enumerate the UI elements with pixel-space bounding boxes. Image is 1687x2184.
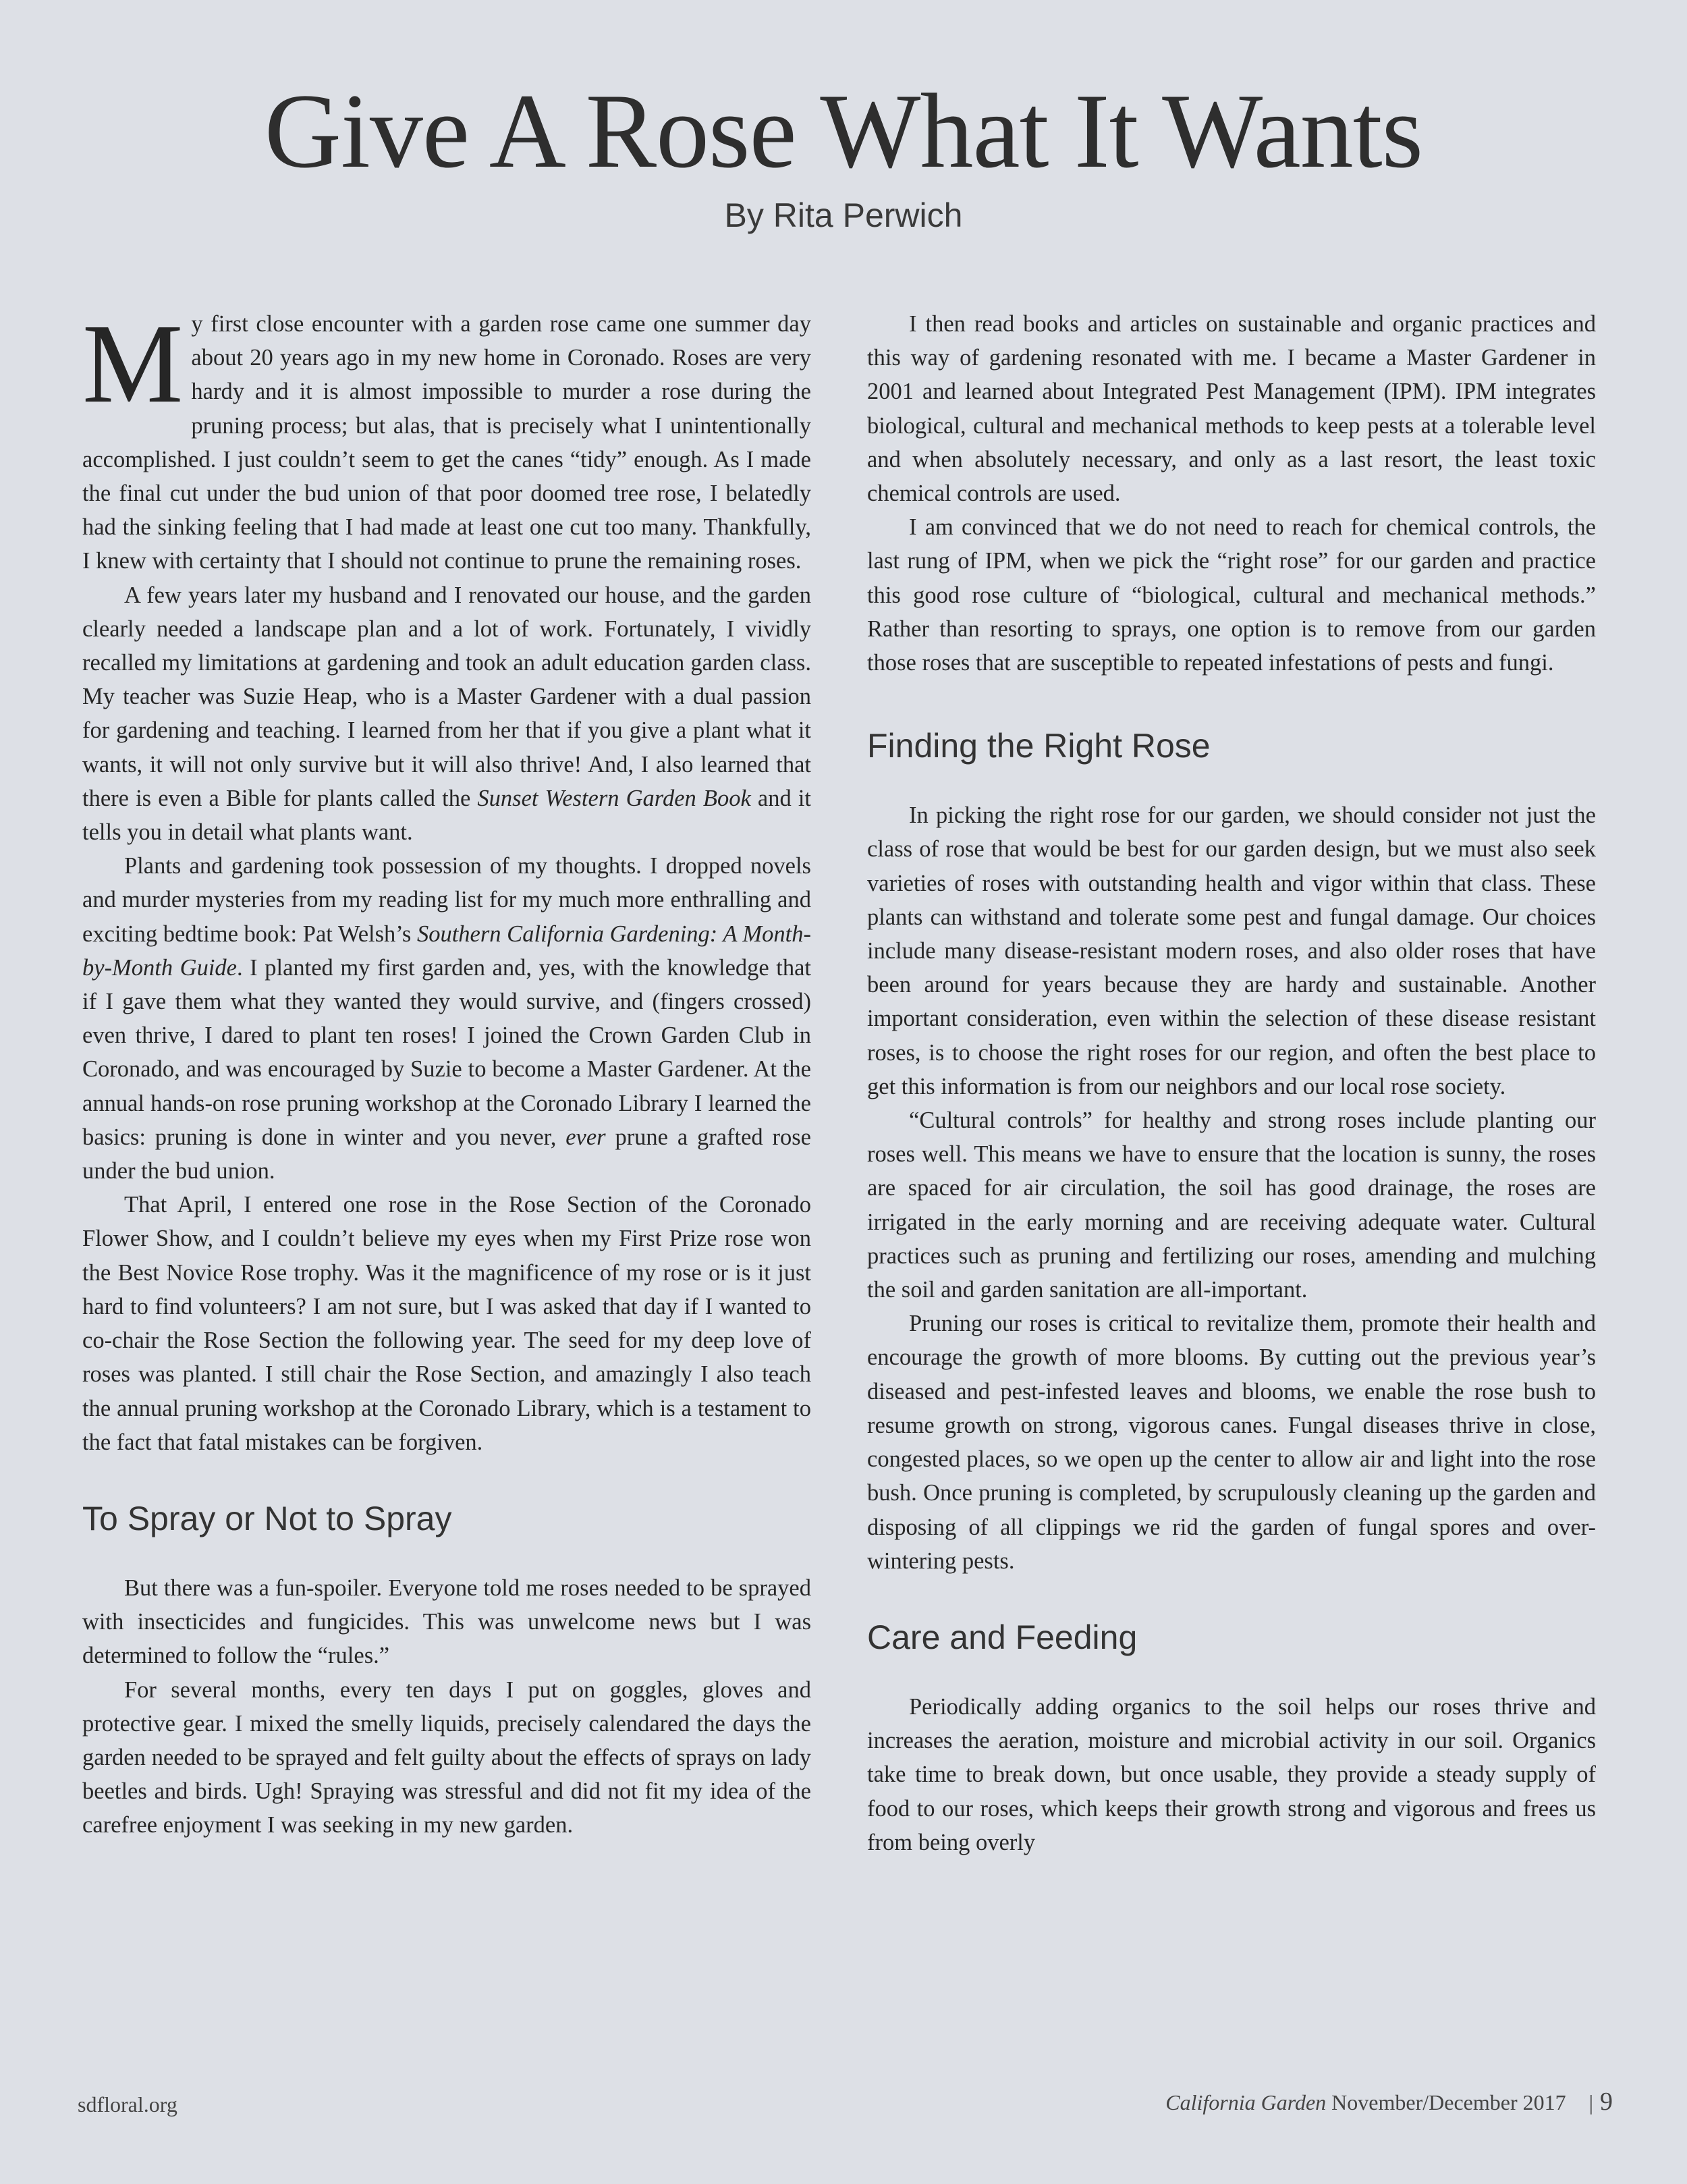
footer-issue	[1165, 2087, 1613, 2117]
paragraph: “Cultural controls” for healthy and strong roses include planting our roses well. This means we have to ensure that the location is sunny, the roses are spaced for air circulation, the soil has good drainage, the roses are irrigated in the early morning and are receiving adequate water. Cultural practices such as pruning and fertilizing our roses, amending and mulching the soil and garden sanitation are all-important.	[867, 1108, 1596, 1303]
paragraph: But there was a fun-spoiler. Everyone told me roses needed to be sprayed with insecticides and fungicides. This was unwelcome news but I was determined to follow the “rules.”	[82, 1575, 811, 1669]
drop-cap: M	[82, 301, 184, 427]
paragraph: In picking the right rose for our garden, we should consider not just the class of rose that would be best for our garden design, but we must also seek varieties of roses with outstanding health and vigor within that class. These plants can withstand and tolerate some pest and fungal damage. Our choices include many disease-resistant modern roses, and also older roses that have been around for years because they are hardy and sustainable. Another important consideration, even within the selection of these disease resistant roses, is to choose the right roses for our region, and often the best place to get this information is from our neighbors and our local rose society.	[867, 802, 1596, 1099]
paragraph: Pruning our roses is critical to revitalize them, promote their health and encourage the growth of more blooms. By cutting out the previous year’s diseased and pest-infested leaves and blooms, we enable the rose bush to resume growth on strong, vigorous canes. Fungal diseases thrive in close, congested places, so we open up the center to allow air and light into the rose bush. Once pruning is completed, by scrupulously cleaning up the garden and disposing of all clippings we rid the garden of fungal spores and over-wintering pests.	[867, 1311, 1596, 1574]
left-column	[82, 301, 811, 1842]
paragraph: I then read books and articles on sustainable and organic practices and this way of gardening resonated with me. I became a Master Gardener in 2001 and learned about Integrated Pest Management (IPM). IPM integrates biological, cultural and mechanical methods to keep pests at a tolerable level and when absolutely necessary, and only as a last resort, the least toxic chemical controls are used.	[867, 311, 1596, 507]
paragraph-text: A few years later my husband and I renovated our house, and the garden clearly needed a landscape plan and a lot of work. Fortunately, I vividly recalled my limitations at gardening and took an adult education garden class. My teacher was Suzie Heap, who is a Master Gardener with a dual passion for gardening and teaching. I learned from her that if you give a plant what it wants, it will not only survive but it will also thrive! And, I also learned that there is even a Bible for plants called the	[82, 582, 811, 811]
section-heading-spray: To Spray or Not to Spray	[82, 1499, 452, 1537]
section-heading-care: Care and Feeding	[867, 1618, 1138, 1656]
paragraph: Periodically adding organics to the soil helps our roses thrive and increases the aeration, moisture and microbial activity in our soil. Organics take time to break down, but once usable, they provide a steady supply of food to our roses, which keeps their growth strong and vigorous and frees us from being overly	[867, 1693, 1596, 1855]
article-title: Give A Rose What It Wants	[264, 72, 1423, 190]
paragraph-text: prune a grafted rose under the bud union.	[82, 1124, 811, 1184]
paragraph: That April, I entered one rose in the Rose Section of the Coronado Flower Show, and I couldn’t believe my eyes when my First Prize rose won the Best Novice Rose trophy. Was it the magnificence of my rose or is it just hard to find volunteers? I am not sure, but I was asked that day if I wanted to co-chair the Rose Section the following year. The seed for my deep love of roses was planted. I still chair the Rose Section, and amazingly I also teach the annual pruning workshop at the Coronado Library, which is a testament to the fact that fatal mistakes can be forgiven.	[82, 1192, 811, 1455]
paragraph	[82, 301, 811, 578]
paragraph: For several months, every ten days I put on goggles, gloves and protective gear. I mixed the smelly liquids, precisely calendared the days the garden needed to be sprayed and felt guilty about the effects of sprays on lady beetles and birds. Ugh! Spraying was stressful and did not fit my idea of the carefree enjoyment I was seeking in my new garden.	[82, 1676, 811, 1838]
paragraph-text: Plants and gardening took possession of my thoughts. I dropped novels and murder mysteries from my reading list for my much more enthralling and exciting bedtime book: Pat Welsh’s	[82, 853, 811, 947]
book-title: Southern California Gardening: A Month-by-Month Guide	[82, 921, 811, 981]
article-byline: By Rita Perwich	[724, 196, 963, 234]
issue-date: November/December 2017	[1331, 2090, 1566, 2114]
paragraph: I am convinced that we do not need to reach for chemical controls, the last rung of IPM, when we pick the “right rose” for our garden and practice this good rose culture of “biological, cultural and mechanical methods.” Rather than resorting to sprays, one option is to remove from our garden those roses that are susceptible to repeated infestations of pests and fungi.	[867, 514, 1596, 676]
page-number: 9	[1600, 2087, 1613, 2116]
right-column	[867, 307, 1596, 1859]
emphasis: ever	[565, 1124, 606, 1150]
footer-site: sdfloral.org	[78, 2092, 177, 2117]
paragraph	[82, 578, 811, 850]
footer-separator: |	[1588, 2090, 1593, 2114]
section-heading-finding: Finding the Right Rose	[867, 727, 1211, 765]
paragraph-text: y first close encounter with a garden rose came one summer day about 20 years ago in my new home in Coronado. Roses are very hardy and it is almost impossible to murder a rose during the pruning process; but alas, that is precisely what I unintentionally accomplished. I just couldn’t seem to get the canes “tidy” enough. As I made the final cut under the bud union of that poor doomed tree rose, I belatedly had the sinking feeling that I had made at least one cut too many. Thankfully, I knew with certainty that I should not continue to prune the remaining roses.	[82, 311, 811, 574]
book-title: Sunset Western Garden Book	[477, 785, 751, 811]
paragraph-text: and it tells you in detail what plants want.	[82, 785, 811, 846]
paragraph	[82, 849, 811, 1188]
paragraph-text: . I planted my first garden and, yes, with the knowledge that if I gave them what they wanted they would survive, and (fingers crossed) even thrive, I dared to plant ten roses! I joined the Crown Garden Club in Coronado, and was encouraged by Suzie to become a Master Gardener. At the annual hands-on rose pruning workshop at the Coronado Library I learned the basics: pruning is done in winter and you never,	[82, 954, 811, 1150]
magazine-name: California Garden	[1165, 2090, 1327, 2114]
